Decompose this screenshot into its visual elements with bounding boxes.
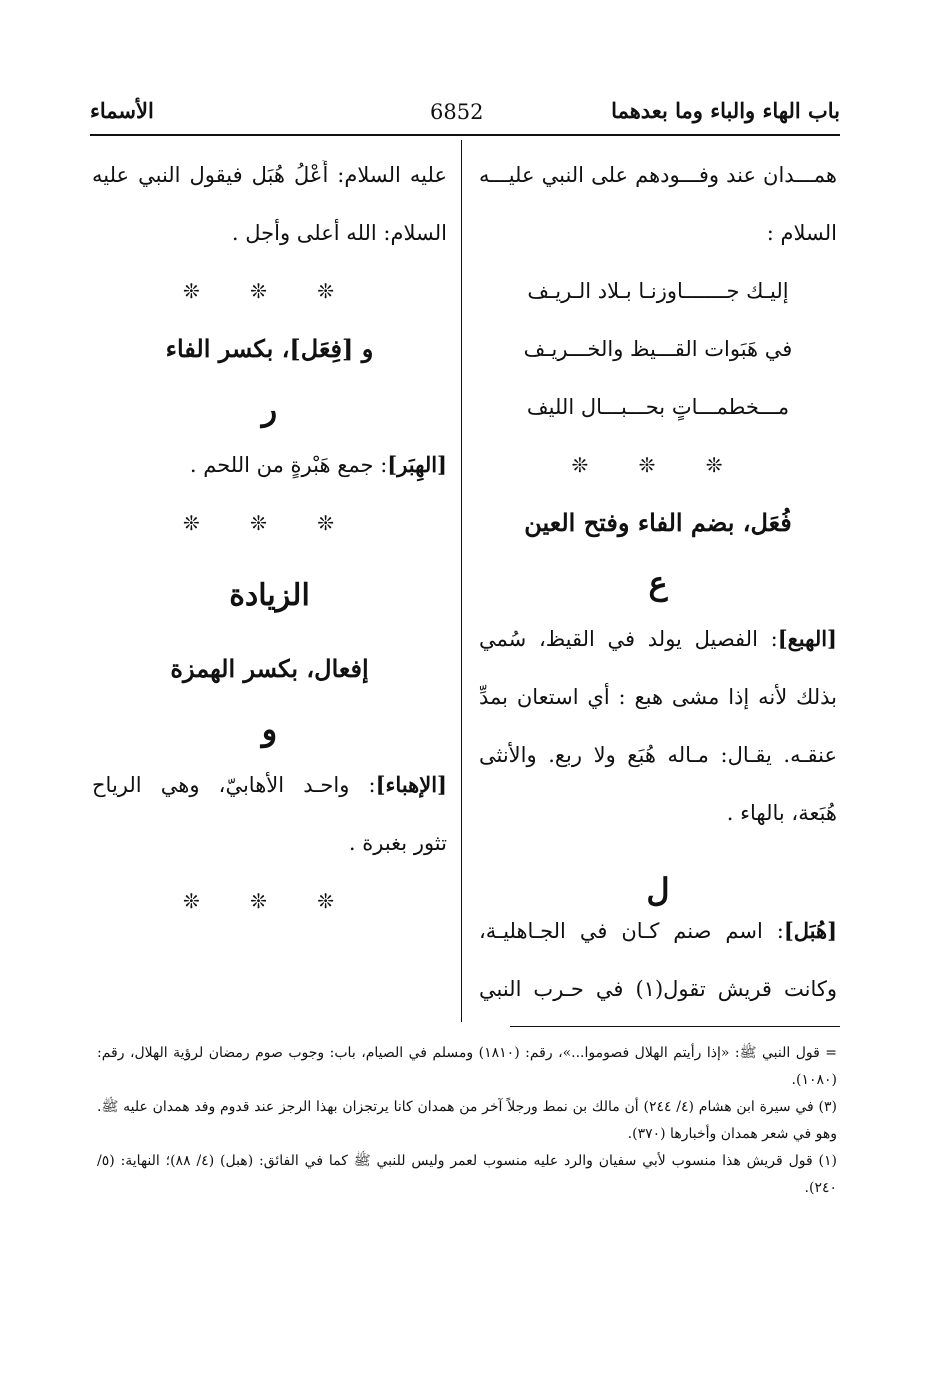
section-separator: ❊ ❊ ❊ (183, 511, 356, 535)
page-number: 6852 (430, 100, 484, 124)
entry-text: : جمع هَبْرةٍ من اللحم . (189, 453, 388, 477)
right-column (479, 160, 837, 1032)
section-title: الأسماء (90, 98, 154, 123)
entry-line: عنقـه. يقـال: مـاله هُبَع ولا ربع. والأنثى (479, 743, 837, 767)
entry-line (479, 916, 837, 974)
footnote-rule (510, 1026, 840, 1027)
entry-line: بذلك لأنه إذا مشى هبع : أي استعان بمدِّ (479, 685, 837, 709)
pattern-heading: و [فِعَل]، بكسر الفاء (165, 334, 374, 363)
pattern-heading: فُعَل، بضم الفاء وفتح العين (524, 508, 792, 537)
entry-term: [الهبع] (777, 626, 837, 651)
footnotes (97, 1040, 837, 1202)
verse-line: في هَبَوات القـــيظ والخـــريـف (523, 337, 793, 361)
intro-line: همـــدان عند وفـــودهم على النبي عليـــه (479, 163, 837, 187)
entry-term: [الإهباء] (375, 772, 447, 797)
page-header (90, 92, 840, 134)
header-rule (90, 134, 840, 136)
entry-line: تثور بغبرة . (348, 831, 447, 855)
letter-heading: و (261, 710, 278, 748)
pattern-heading: إفعال، بكسر الهمزة (170, 654, 369, 683)
entry-line: هُبَعة، بالهاء . (726, 801, 837, 825)
column-divider (461, 140, 462, 1022)
entry-line: وكانت قريش تقول(١) في حـرب النبي (479, 977, 837, 1001)
section-separator: ❊ ❊ ❊ (183, 889, 356, 913)
entry-term: [هُبَل] (783, 918, 837, 943)
entry-line (92, 450, 447, 508)
section-separator: ❊ ❊ ❊ (183, 279, 356, 303)
letter-heading: ع (648, 564, 668, 602)
verse-line: مـــخطمـــاتٍ بحـــبـــال الليف (526, 395, 790, 419)
section-heading: الزيادة (229, 578, 310, 613)
entry-line (92, 770, 447, 828)
entry-text: : الفصيل يولد في القيظ، سُمي (479, 627, 778, 651)
entry-text: : واحـد الأهابيّ، وهي الرياح (92, 773, 376, 797)
intro-line: السلام : (766, 221, 837, 245)
footnote-1: (١) قول قريش هذا منسوب لأبي سفيان والرد عليه منسوب لعمر وليس للنبي ﷺ كما في الفائق: (هبل) (٤/ ٨٨)؛ النهاية: (٥/ ٢٤٠). (97, 1153, 837, 1196)
verse-line: إليـك جـــــــاوزنـا بـلاد الـريـف (527, 279, 789, 303)
footnote-continued: = قول النبي ﷺ: «إذا رأيتم الهلال فصوموا...»، رقم: (١٨١٠) ومسلم في الصيام، باب: وجوب صوم رمضان لرؤية الهلال، رقم: (١٠٨٠). (97, 1045, 838, 1088)
chapter-title: باب الهاء والباء وما بعدهما (611, 98, 840, 123)
footnote-3: (٣) في سيرة ابن هشام (٤/ ٢٤٤) أن مالك بن نمط ورجلاً آخر من همدان كانا يرتجزان بهذا الرجز عند قدوم وفد همدان عليه ﷺ. وهو في شعر همدان وأخبارها (٣٧٠). (97, 1099, 837, 1142)
entry-text: : اسم صنم كـان في الجـاهليـة، (479, 919, 784, 943)
entry-line (479, 624, 837, 682)
entry-term: [الهِبَر] (387, 452, 447, 477)
letter-heading: ل (646, 871, 670, 909)
section-separator: ❊ ❊ ❊ (571, 453, 745, 477)
left-column (92, 160, 447, 944)
entry-line: السلام: الله أعلى وأجل . (231, 221, 447, 245)
entry-line: عليه السلام: أُعْلُ هُبَل فيقول النبي عليه (92, 163, 447, 187)
letter-heading: ر (261, 390, 278, 428)
